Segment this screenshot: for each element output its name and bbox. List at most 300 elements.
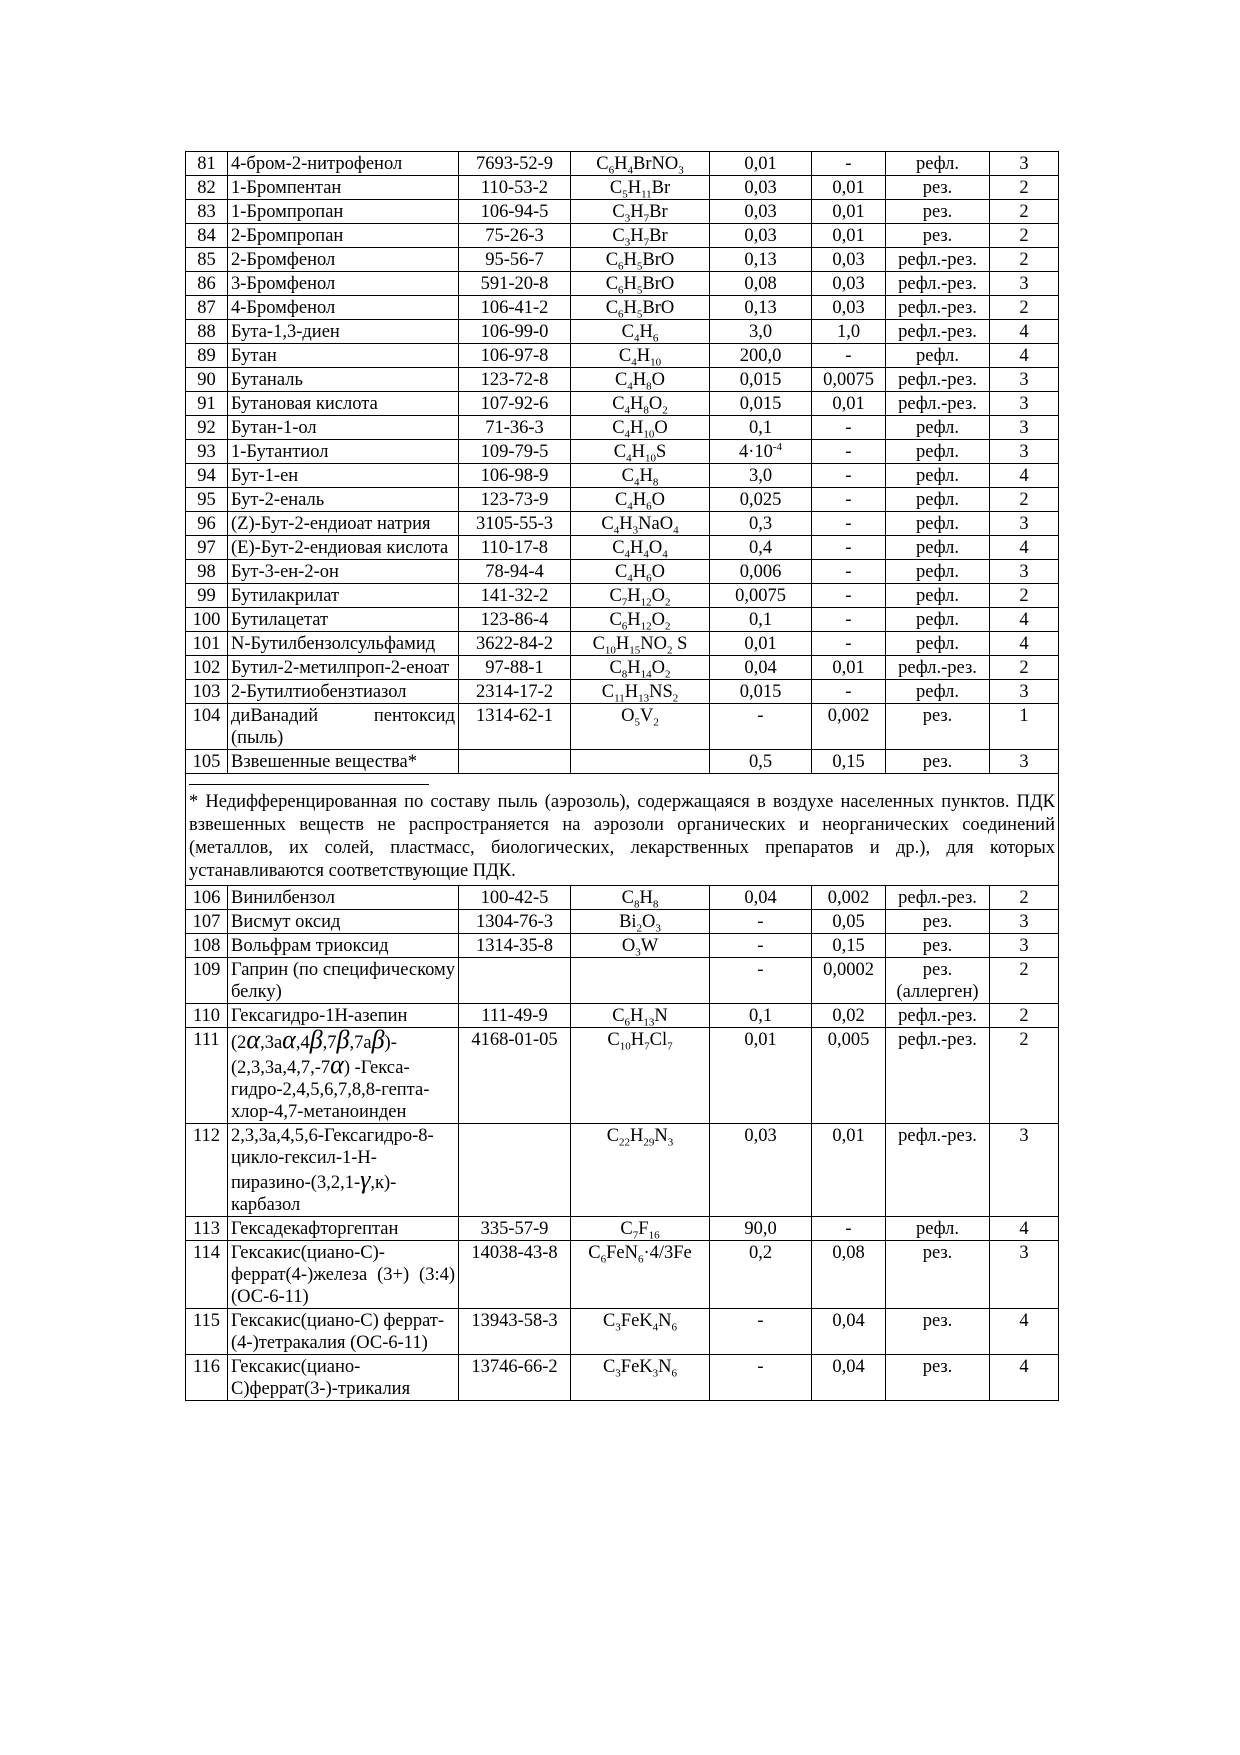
- cas-number: [459, 750, 571, 774]
- substance-name: диВанадий пентоксид (пыль): [228, 704, 459, 750]
- hazard-class: 4: [990, 320, 1059, 344]
- substances-table: [185, 151, 1059, 1401]
- chemical-formula: $O_3W$: [571, 934, 710, 958]
- substance-name: Бут-2-еналь: [228, 488, 459, 512]
- row-number: 109: [186, 958, 228, 1004]
- row-number: 107: [186, 910, 228, 934]
- substance-name: Бутаналь: [228, 368, 459, 392]
- max-single-concentration: 0,4: [710, 536, 812, 560]
- avg-daily-concentration: 0,04: [812, 1309, 886, 1355]
- row-number: 113: [186, 1217, 228, 1241]
- table-row: [186, 320, 1059, 344]
- chemical-formula: $C_4H_{10}$: [571, 344, 710, 368]
- limiting-effect: рефл.-рез.: [886, 272, 990, 296]
- avg-daily-concentration: -: [812, 344, 886, 368]
- row-number: 90: [186, 368, 228, 392]
- table-row: [186, 1028, 1059, 1124]
- avg-daily-concentration: 0,15: [812, 750, 886, 774]
- table-row: [186, 248, 1059, 272]
- hazard-class: 3: [990, 272, 1059, 296]
- footnote-section: [186, 774, 1059, 886]
- hazard-class: 2: [990, 656, 1059, 680]
- max-single-concentration: 0,5: [710, 750, 812, 774]
- max-single-concentration: -: [710, 1309, 812, 1355]
- cas-number: 106-94-5: [459, 200, 571, 224]
- cas-number: 71-36-3: [459, 416, 571, 440]
- cas-number: 335-57-9: [459, 1217, 571, 1241]
- substance-name: Бутилакрилат: [228, 584, 459, 608]
- substance-name: Бутилацетат: [228, 608, 459, 632]
- substance-name: Гексакис(циано-С)-феррат(4-)железа (3+) (3:4)(ОС-6-11): [228, 1241, 459, 1309]
- max-single-concentration: 0,01: [710, 152, 812, 176]
- avg-daily-concentration: 0,01: [812, 176, 886, 200]
- chemical-formula: $C_{10}H_{15}NO_2$ S: [571, 632, 710, 656]
- max-single-concentration: -: [710, 910, 812, 934]
- table-row: [186, 440, 1059, 464]
- cas-number: 123-86-4: [459, 608, 571, 632]
- row-number: 82: [186, 176, 228, 200]
- row-number: 101: [186, 632, 228, 656]
- limiting-effect: рез.: [886, 910, 990, 934]
- avg-daily-concentration: 0,01: [812, 224, 886, 248]
- avg-daily-concentration: 0,05: [812, 910, 886, 934]
- row-number: 102: [186, 656, 228, 680]
- max-single-concentration: 0,08: [710, 272, 812, 296]
- limiting-effect: рефл.: [886, 440, 990, 464]
- cas-number: 123-73-9: [459, 488, 571, 512]
- chemical-formula: $C_6H_5BrO$: [571, 272, 710, 296]
- cas-number: 1314-62-1: [459, 704, 571, 750]
- avg-daily-concentration: -: [812, 632, 886, 656]
- chemical-formula: $C_3H_7Br$: [571, 200, 710, 224]
- table-row: [186, 512, 1059, 536]
- max-single-concentration: 0,13: [710, 296, 812, 320]
- hazard-class: 4: [990, 1309, 1059, 1355]
- avg-daily-concentration: -: [812, 152, 886, 176]
- hazard-class: 4: [990, 344, 1059, 368]
- hazard-class: 4: [990, 1217, 1059, 1241]
- cas-number: 106-99-0: [459, 320, 571, 344]
- footnote-row: [186, 774, 1059, 886]
- cas-number: 111-49-9: [459, 1004, 571, 1028]
- chemical-formula: $C_4H_8O_2$: [571, 392, 710, 416]
- row-number: 83: [186, 200, 228, 224]
- limiting-effect: рефл.: [886, 416, 990, 440]
- cas-number: 110-53-2: [459, 176, 571, 200]
- limiting-effect: рез.: [886, 704, 990, 750]
- substance-name: Бутил-2-метилпроп-2-еноат: [228, 656, 459, 680]
- limiting-effect: рез.: [886, 1355, 990, 1401]
- row-number: 92: [186, 416, 228, 440]
- hazard-class: 3: [990, 934, 1059, 958]
- substance-name: Бута-1,3-диен: [228, 320, 459, 344]
- avg-daily-concentration: 0,03: [812, 272, 886, 296]
- substance-name: Вольфрам триоксид: [228, 934, 459, 958]
- table-row: [186, 296, 1059, 320]
- hazard-class: 3: [990, 560, 1059, 584]
- table-row: [186, 608, 1059, 632]
- table-row: [186, 200, 1059, 224]
- table-row: [186, 560, 1059, 584]
- substance-name: (2α,3aα,4β,7β,7aβ)-(2,3,3a,4,7,-7α) -Гекса-гидро-2,4,5,6,7,8,8-гепта-хлор-4,7-метаноинден: [228, 1028, 459, 1124]
- hazard-class: 3: [990, 680, 1059, 704]
- table-body-part2: [186, 886, 1059, 1401]
- table-row: [186, 1241, 1059, 1309]
- limiting-effect: рефл.-рез.: [886, 656, 990, 680]
- chemical-formula: $C_{22}H_{29}N_3$: [571, 1124, 710, 1217]
- hazard-class: 2: [990, 1004, 1059, 1028]
- avg-daily-concentration: 0,04: [812, 1355, 886, 1401]
- substance-name: Гексадекафторгептан: [228, 1217, 459, 1241]
- chemical-formula: $C_7H_{12}O_2$: [571, 584, 710, 608]
- substance-name: Гексакис(циано-С)феррат(3-)-трикалия: [228, 1355, 459, 1401]
- chemical-formula: $C_8H_{14}O_2$: [571, 656, 710, 680]
- row-number: 93: [186, 440, 228, 464]
- row-number: 104: [186, 704, 228, 750]
- row-number: 96: [186, 512, 228, 536]
- chemical-formula: [571, 958, 710, 1004]
- row-number: 89: [186, 344, 228, 368]
- hazard-class: 4: [990, 536, 1059, 560]
- row-number: 84: [186, 224, 228, 248]
- hazard-class: 2: [990, 488, 1059, 512]
- limiting-effect: рефл.-рез.: [886, 296, 990, 320]
- avg-daily-concentration: 0,005: [812, 1028, 886, 1124]
- avg-daily-concentration: 0,15: [812, 934, 886, 958]
- max-single-concentration: 0,1: [710, 1004, 812, 1028]
- table-row: [186, 934, 1059, 958]
- hazard-class: 2: [990, 176, 1059, 200]
- substance-name: 1-Бутантиол: [228, 440, 459, 464]
- row-number: 100: [186, 608, 228, 632]
- substance-name: Гексагидро-1Н-азепин: [228, 1004, 459, 1028]
- cas-number: 7693-52-9: [459, 152, 571, 176]
- limiting-effect: рез.: [886, 750, 990, 774]
- hazard-class: 2: [990, 224, 1059, 248]
- limiting-effect: рефл.: [886, 608, 990, 632]
- max-single-concentration: 90,0: [710, 1217, 812, 1241]
- hazard-class: 4: [990, 464, 1059, 488]
- footnote-text: * Недифференцированная по составу пыль (аэрозоль), содержащаяся в воздухе населенных пунктов. ПДК взвешенных веществ не распространяется на аэрозоли органических и неорганических соединений (металлов, их солей, пластмасс, биологических, лекарственных препаратов и др.), для которых устанавливаются соответствующие ПДК.: [189, 792, 1055, 881]
- cas-number: [459, 1124, 571, 1217]
- max-single-concentration: 0,03: [710, 176, 812, 200]
- substance-name: Взвешенные вещества*: [228, 750, 459, 774]
- hazard-class: 2: [990, 296, 1059, 320]
- cas-number: 14038-43-8: [459, 1241, 571, 1309]
- cas-number: 13746-66-2: [459, 1355, 571, 1401]
- chemical-formula: $C_6FeN_6\cdot 4/3Fe$: [571, 1241, 710, 1309]
- substance-name: Винилбензол: [228, 886, 459, 910]
- avg-daily-concentration: -: [812, 560, 886, 584]
- max-single-concentration: 3,0: [710, 320, 812, 344]
- table-row: [186, 680, 1059, 704]
- cas-number: 106-41-2: [459, 296, 571, 320]
- hazard-class: 3: [990, 1124, 1059, 1217]
- table-row: [186, 488, 1059, 512]
- cas-number: 75-26-3: [459, 224, 571, 248]
- limiting-effect: рефл.-рез.: [886, 1028, 990, 1124]
- avg-daily-concentration: -: [812, 536, 886, 560]
- avg-daily-concentration: 0,0002: [812, 958, 886, 1004]
- substance-name: 1-Бромпентан: [228, 176, 459, 200]
- footnote-separator: [189, 784, 429, 785]
- max-single-concentration: -: [710, 934, 812, 958]
- row-number: 98: [186, 560, 228, 584]
- limiting-effect: рефл.-рез.: [886, 392, 990, 416]
- limiting-effect: рез.: [886, 1309, 990, 1355]
- row-number: 106: [186, 886, 228, 910]
- max-single-concentration: 0,03: [710, 200, 812, 224]
- chemical-formula: $C_5H_{11}Br$: [571, 176, 710, 200]
- chemical-formula: $C_4H_4O_4$: [571, 536, 710, 560]
- substance-name: 2-Бутилтиобензтиазол: [228, 680, 459, 704]
- row-number: 114: [186, 1241, 228, 1309]
- chemical-formula: $C_6H_{12}O_2$: [571, 608, 710, 632]
- max-single-concentration: 0,13: [710, 248, 812, 272]
- cas-number: 107-92-6: [459, 392, 571, 416]
- table-row: [186, 656, 1059, 680]
- cas-number: 1314-35-8: [459, 934, 571, 958]
- table-row: [186, 176, 1059, 200]
- chemical-formula: $Bi_2O_3$: [571, 910, 710, 934]
- avg-daily-concentration: 0,01: [812, 656, 886, 680]
- max-single-concentration: 200,0: [710, 344, 812, 368]
- avg-daily-concentration: 0,002: [812, 704, 886, 750]
- row-number: 103: [186, 680, 228, 704]
- max-single-concentration: 0,03: [710, 224, 812, 248]
- cas-number: 4168-01-05: [459, 1028, 571, 1124]
- limiting-effect: рефл.: [886, 680, 990, 704]
- avg-daily-concentration: 0,002: [812, 886, 886, 910]
- substance-name: 3-Бромфенол: [228, 272, 459, 296]
- limiting-effect: рез.: [886, 176, 990, 200]
- hazard-class: 2: [990, 886, 1059, 910]
- limiting-effect: рефл.: [886, 488, 990, 512]
- row-number: 116: [186, 1355, 228, 1401]
- limiting-effect: рефл.-рез.: [886, 1004, 990, 1028]
- max-single-concentration: 3,0: [710, 464, 812, 488]
- chemical-formula: $C_{11}H_{13}NS_2$: [571, 680, 710, 704]
- table-row: [186, 464, 1059, 488]
- table-row: [186, 632, 1059, 656]
- table-row: [186, 416, 1059, 440]
- max-single-concentration: -: [710, 958, 812, 1004]
- row-number: 99: [186, 584, 228, 608]
- chemical-formula: $C_7F_{16}$: [571, 1217, 710, 1241]
- max-single-concentration: -: [710, 704, 812, 750]
- cas-number: 2314-17-2: [459, 680, 571, 704]
- limiting-effect: рефл.-рез.: [886, 1124, 990, 1217]
- row-number: 94: [186, 464, 228, 488]
- table-row: [186, 152, 1059, 176]
- substance-name: 1-Бромпропан: [228, 200, 459, 224]
- row-number: 87: [186, 296, 228, 320]
- table-row: [186, 224, 1059, 248]
- row-number: 86: [186, 272, 228, 296]
- table-row: [186, 704, 1059, 750]
- limiting-effect: рефл.: [886, 512, 990, 536]
- limiting-effect: рез. (аллерген): [886, 958, 990, 1004]
- max-single-concentration: 0,01: [710, 632, 812, 656]
- max-single-concentration: 0,1: [710, 416, 812, 440]
- avg-daily-concentration: -: [812, 416, 886, 440]
- cas-number: [459, 958, 571, 1004]
- substance-name: 2-Бромпропан: [228, 224, 459, 248]
- limiting-effect: рефл.: [886, 632, 990, 656]
- chemical-formula: $C_4H_6O$: [571, 560, 710, 584]
- avg-daily-concentration: 1,0: [812, 320, 886, 344]
- limiting-effect: рефл.: [886, 1217, 990, 1241]
- cas-number: 123-72-8: [459, 368, 571, 392]
- max-single-concentration: 0,006: [710, 560, 812, 584]
- chemical-formula: $C_3FeK_3N_6$: [571, 1355, 710, 1401]
- cas-number: 1304-76-3: [459, 910, 571, 934]
- row-number: 108: [186, 934, 228, 958]
- table-row: [186, 368, 1059, 392]
- row-number: 88: [186, 320, 228, 344]
- max-single-concentration: 0,015: [710, 368, 812, 392]
- substance-name: N-Бутилбензолсульфамид: [228, 632, 459, 656]
- hazard-class: 2: [990, 248, 1059, 272]
- chemical-formula: $C_4H_8$: [571, 464, 710, 488]
- table-row: [186, 750, 1059, 774]
- hazard-class: 3: [990, 440, 1059, 464]
- substance-name: (E)-Бут-2-ендиовая кислота: [228, 536, 459, 560]
- row-number: 111: [186, 1028, 228, 1124]
- max-single-concentration: 0,04: [710, 656, 812, 680]
- table-row: [186, 958, 1059, 1004]
- limiting-effect: рез.: [886, 200, 990, 224]
- limiting-effect: рефл.-рез.: [886, 368, 990, 392]
- max-single-concentration: 0,03: [710, 1124, 812, 1217]
- avg-daily-concentration: -: [812, 1217, 886, 1241]
- chemical-formula: $C_4H_8O$: [571, 368, 710, 392]
- limiting-effect: рефл.: [886, 464, 990, 488]
- substance-name: 2,3,3a,4,5,6-Гексагидро-8-цикло-гексил-1-Н-пиразино-(3,2,1-γ,к)-карбазол: [228, 1124, 459, 1217]
- chemical-formula: $C_6H_5BrO$: [571, 296, 710, 320]
- limiting-effect: рез.: [886, 934, 990, 958]
- row-number: 97: [186, 536, 228, 560]
- cas-number: 95-56-7: [459, 248, 571, 272]
- row-number: 91: [186, 392, 228, 416]
- max-single-concentration: 0,04: [710, 886, 812, 910]
- substance-name: Бут-1-ен: [228, 464, 459, 488]
- max-single-concentration: 0,01: [710, 1028, 812, 1124]
- hazard-class: 1: [990, 704, 1059, 750]
- avg-daily-concentration: -: [812, 608, 886, 632]
- hazard-class: 3: [990, 368, 1059, 392]
- hazard-class: 2: [990, 584, 1059, 608]
- cas-number: 109-79-5: [459, 440, 571, 464]
- avg-daily-concentration: 0,03: [812, 248, 886, 272]
- max-single-concentration: -: [710, 1355, 812, 1401]
- table-row: [186, 1004, 1059, 1028]
- hazard-class: 4: [990, 632, 1059, 656]
- row-number: 85: [186, 248, 228, 272]
- chemical-formula: $C_8H_8$: [571, 886, 710, 910]
- max-single-concentration: $4\cdot 10^{-4}$: [710, 440, 812, 464]
- chemical-formula: $C_3FeK_4N_6$: [571, 1309, 710, 1355]
- avg-daily-concentration: -: [812, 512, 886, 536]
- hazard-class: 3: [990, 512, 1059, 536]
- chemical-formula: $C_{10}H_7Cl_7$: [571, 1028, 710, 1124]
- substance-name: Гаприн (по специфическому белку): [228, 958, 459, 1004]
- row-number: 81: [186, 152, 228, 176]
- hazard-class: 3: [990, 152, 1059, 176]
- row-number: 110: [186, 1004, 228, 1028]
- cas-number: 13943-58-3: [459, 1309, 571, 1355]
- chemical-formula: $C_6H_{13}N$: [571, 1004, 710, 1028]
- limiting-effect: рез.: [886, 224, 990, 248]
- table-body-part1: [186, 152, 1059, 774]
- max-single-concentration: 0,0075: [710, 584, 812, 608]
- table-row: [186, 536, 1059, 560]
- table-row: [186, 272, 1059, 296]
- substance-name: Гексакис(циано-С) феррат-(4-)тетракалия (ОС-6-11): [228, 1309, 459, 1355]
- avg-daily-concentration: 0,02: [812, 1004, 886, 1028]
- cas-number: 106-97-8: [459, 344, 571, 368]
- row-number: 115: [186, 1309, 228, 1355]
- cas-number: 78-94-4: [459, 560, 571, 584]
- substance-name: Бутан-1-ол: [228, 416, 459, 440]
- limiting-effect: рефл.: [886, 584, 990, 608]
- row-number: 105: [186, 750, 228, 774]
- table-row: [186, 392, 1059, 416]
- hazard-class: 3: [990, 416, 1059, 440]
- limiting-effect: рез.: [886, 1241, 990, 1309]
- avg-daily-concentration: 0,03: [812, 296, 886, 320]
- cas-number: 3622-84-2: [459, 632, 571, 656]
- hazard-class: 2: [990, 200, 1059, 224]
- cas-number: 591-20-8: [459, 272, 571, 296]
- cas-number: 97-88-1: [459, 656, 571, 680]
- cas-number: 3105-55-3: [459, 512, 571, 536]
- hazard-class: 3: [990, 910, 1059, 934]
- substance-name: 4-бром-2-нитрофенол: [228, 152, 459, 176]
- table-row: [186, 1217, 1059, 1241]
- cas-number: 141-32-2: [459, 584, 571, 608]
- avg-daily-concentration: -: [812, 440, 886, 464]
- hazard-class: 2: [990, 1028, 1059, 1124]
- cas-number: 110-17-8: [459, 536, 571, 560]
- chemical-formula: $C_6H_4BrNO_3$: [571, 152, 710, 176]
- chemical-formula: $O_5V_2$: [571, 704, 710, 750]
- max-single-concentration: 0,1: [710, 608, 812, 632]
- hazard-class: 4: [990, 1355, 1059, 1401]
- chemical-formula: [571, 750, 710, 774]
- chemical-formula: $C_3H_7Br$: [571, 224, 710, 248]
- table-row: [186, 910, 1059, 934]
- avg-daily-concentration: 0,0075: [812, 368, 886, 392]
- limiting-effect: рефл.-рез.: [886, 320, 990, 344]
- avg-daily-concentration: -: [812, 488, 886, 512]
- avg-daily-concentration: 0,01: [812, 392, 886, 416]
- table-row: [186, 1124, 1059, 1217]
- chemical-formula: $C_4H_{10}O$: [571, 416, 710, 440]
- substance-name: Бутан: [228, 344, 459, 368]
- max-single-concentration: 0,3: [710, 512, 812, 536]
- avg-daily-concentration: -: [812, 464, 886, 488]
- avg-daily-concentration: -: [812, 680, 886, 704]
- cas-number: 100-42-5: [459, 886, 571, 910]
- chemical-formula: $C_4H_6O$: [571, 488, 710, 512]
- hazard-class: 3: [990, 750, 1059, 774]
- cas-number: 106-98-9: [459, 464, 571, 488]
- hazard-class: 4: [990, 608, 1059, 632]
- row-number: 95: [186, 488, 228, 512]
- avg-daily-concentration: 0,01: [812, 1124, 886, 1217]
- substance-name: Висмут оксид: [228, 910, 459, 934]
